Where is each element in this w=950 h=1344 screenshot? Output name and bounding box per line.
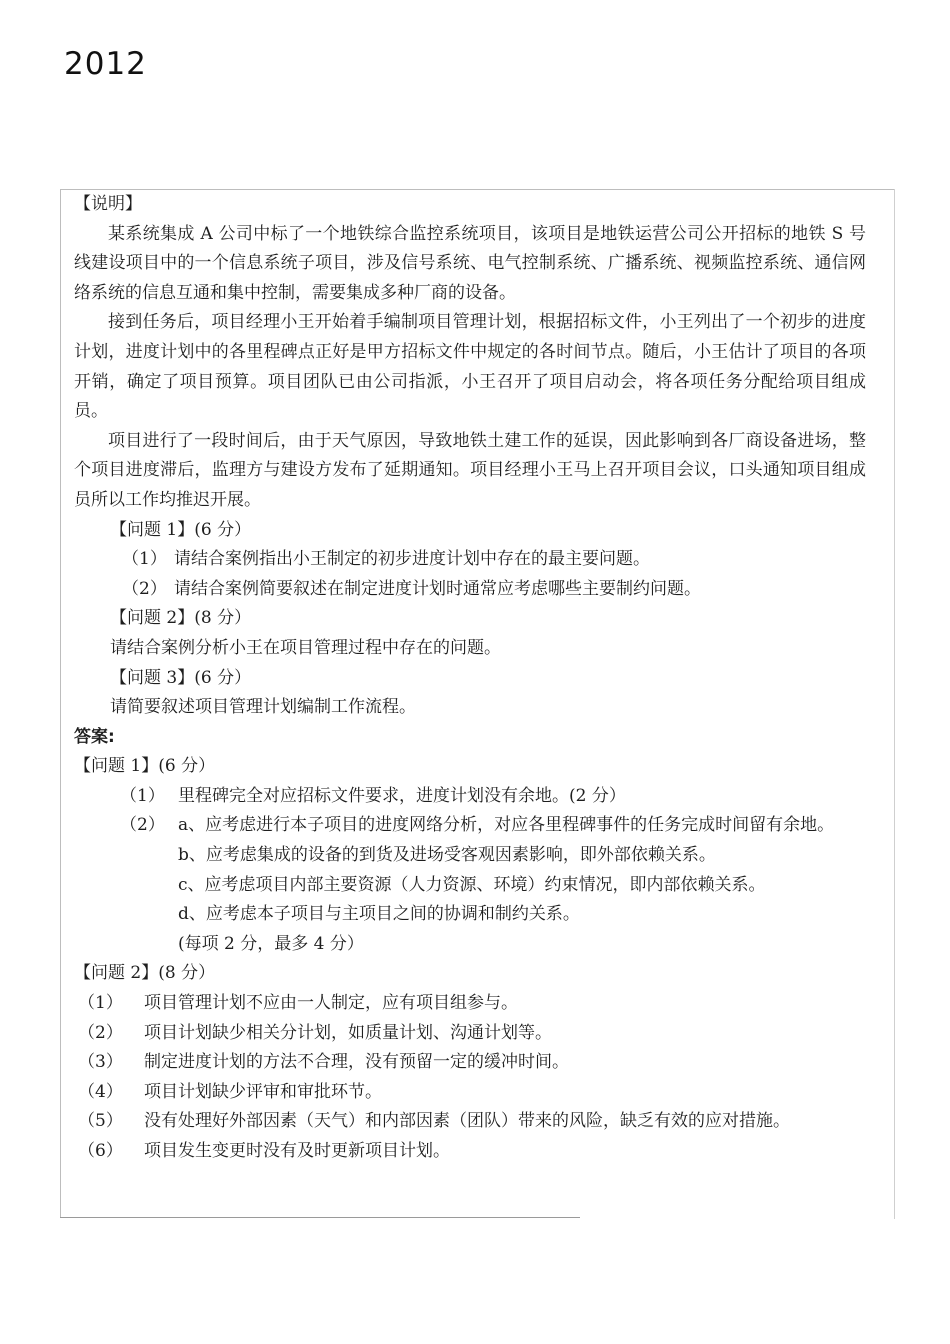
- item-text: 项目发生变更时没有及时更新项目计划。: [144, 1141, 450, 1161]
- answer-heading: 答案:: [74, 726, 115, 747]
- frame-bottom-edge: [60, 1217, 580, 1218]
- item-number: （4）: [78, 1081, 123, 1102]
- paragraph-2: 接到任务后，项目经理小王开始着手编制项目管理计划，根据招标文件，小王列出了一个初步的进度计划，进度计划中的各里程碑点正好是甲方招标文件中规定的各时间节点。随后，小王估计了项目的各项开销，确定了项目预算。项目团队已由公司指派，小王召开了项目启动会，将各项任务分配给项目组成员。: [74, 312, 866, 422]
- answer-2-item-4: [74, 1078, 866, 1108]
- item-number: （6）: [78, 1141, 123, 1161]
- item-number: （2）: [122, 578, 167, 599]
- question-2-text: 请结合案例分析小王在项目管理过程中存在的问题。: [110, 637, 501, 658]
- answer-2-item-3: [74, 1048, 866, 1078]
- answer-1-item-2: [74, 811, 866, 841]
- item-number: （1）: [78, 993, 123, 1014]
- explain-heading: 【说明】: [74, 194, 142, 214]
- answer-1-title: 【问题 1】(6 分）: [74, 756, 216, 777]
- item-text: 请结合案例指出小王制定的初步进度计划中存在的最主要问题。: [174, 549, 650, 570]
- question-3-title: 【问题 3】(6 分）: [110, 667, 252, 688]
- answer-2-item-5: [74, 1107, 866, 1137]
- question-1-item-2: [74, 575, 866, 605]
- item-text: 制定进度计划的方法不合理，没有预留一定的缓冲时间。: [144, 1052, 569, 1073]
- case-study-content: [74, 190, 866, 1167]
- answer-1-score-note: (每项 2 分，最多 4 分）: [178, 933, 364, 954]
- answer-2-title: 【问题 2】(8 分）: [74, 963, 216, 984]
- item-text: 里程碑完全对应招标文件要求，进度计划没有余地。(2 分）: [178, 785, 626, 806]
- item-text: 项目管理计划不应由一人制定，应有项目组参与。: [144, 993, 518, 1014]
- answer-2-item-6: [74, 1137, 866, 1167]
- item-text: 项目计划缺少评审和审批环节。: [144, 1081, 382, 1102]
- answer-1-option-d: d、应考虑本子项目与主项目之间的协调和制约关系。: [178, 904, 580, 925]
- question-3-text: 请简要叙述项目管理计划编制工作流程。: [110, 697, 416, 718]
- item-number: （3）: [78, 1052, 123, 1073]
- answer-2-item-1: [74, 989, 866, 1019]
- frame-right-edge: [894, 189, 895, 1219]
- paragraph-3: 项目进行了一段时间后，由于天气原因，导致地铁土建工作的延误，因此影响到各厂商设备进场，整个项目进度滞后，监理方与建设方发布了延期通知。项目经理小王马上召开项目会议，口头通知项目组成员所以工作均推迟开展。: [74, 430, 866, 510]
- item-text: 请结合案例简要叙述在制定进度计划时通常应考虑哪些主要制约问题。: [174, 578, 701, 599]
- item-text: a、应考虑进行本子项目的进度网络分析，对应各里程碑事件的任务完成时间留有余地。: [178, 815, 835, 836]
- item-text: 项目计划缺少相关分计划，如质量计划、沟通计划等。: [144, 1022, 552, 1043]
- item-number: （2）: [78, 1022, 123, 1043]
- answer-2-item-2: [74, 1019, 866, 1049]
- item-text: 没有处理好外部因素（天气）和内部因素（团队）带来的风险，缺乏有效的应对措施。: [144, 1111, 790, 1132]
- paragraph-1: 某系统集成 A 公司中标了一个地铁综合监控系统项目，该项目是地铁运营公司公开招标的地铁 S 号线建设项目中的一个信息系统子项目，涉及信号系统、电气控制系统、广播系统、视频监控系统、通信网络系统的信息互通和集中控制，需要集成多种厂商的设备。: [74, 223, 866, 303]
- item-number: （5）: [78, 1111, 123, 1132]
- question-1-item-1: [74, 545, 866, 575]
- question-2-title: 【问题 2】(8 分）: [110, 608, 252, 629]
- item-number: （1）: [122, 549, 167, 570]
- answer-1-option-b: b、应考虑集成的设备的到货及进场受客观因素影响，即外部依赖关系。: [178, 845, 716, 866]
- item-number: （1）: [120, 785, 165, 806]
- answer-1-item-1: [74, 782, 866, 812]
- answer-1-option-c: c、应考虑项目内部主要资源（人力资源、环境）约束情况，即内部依赖关系。: [178, 874, 766, 895]
- page-year-heading: 2012: [64, 46, 147, 82]
- item-number: （2）: [120, 815, 165, 836]
- question-1-title: 【问题 1】(6 分）: [110, 519, 252, 540]
